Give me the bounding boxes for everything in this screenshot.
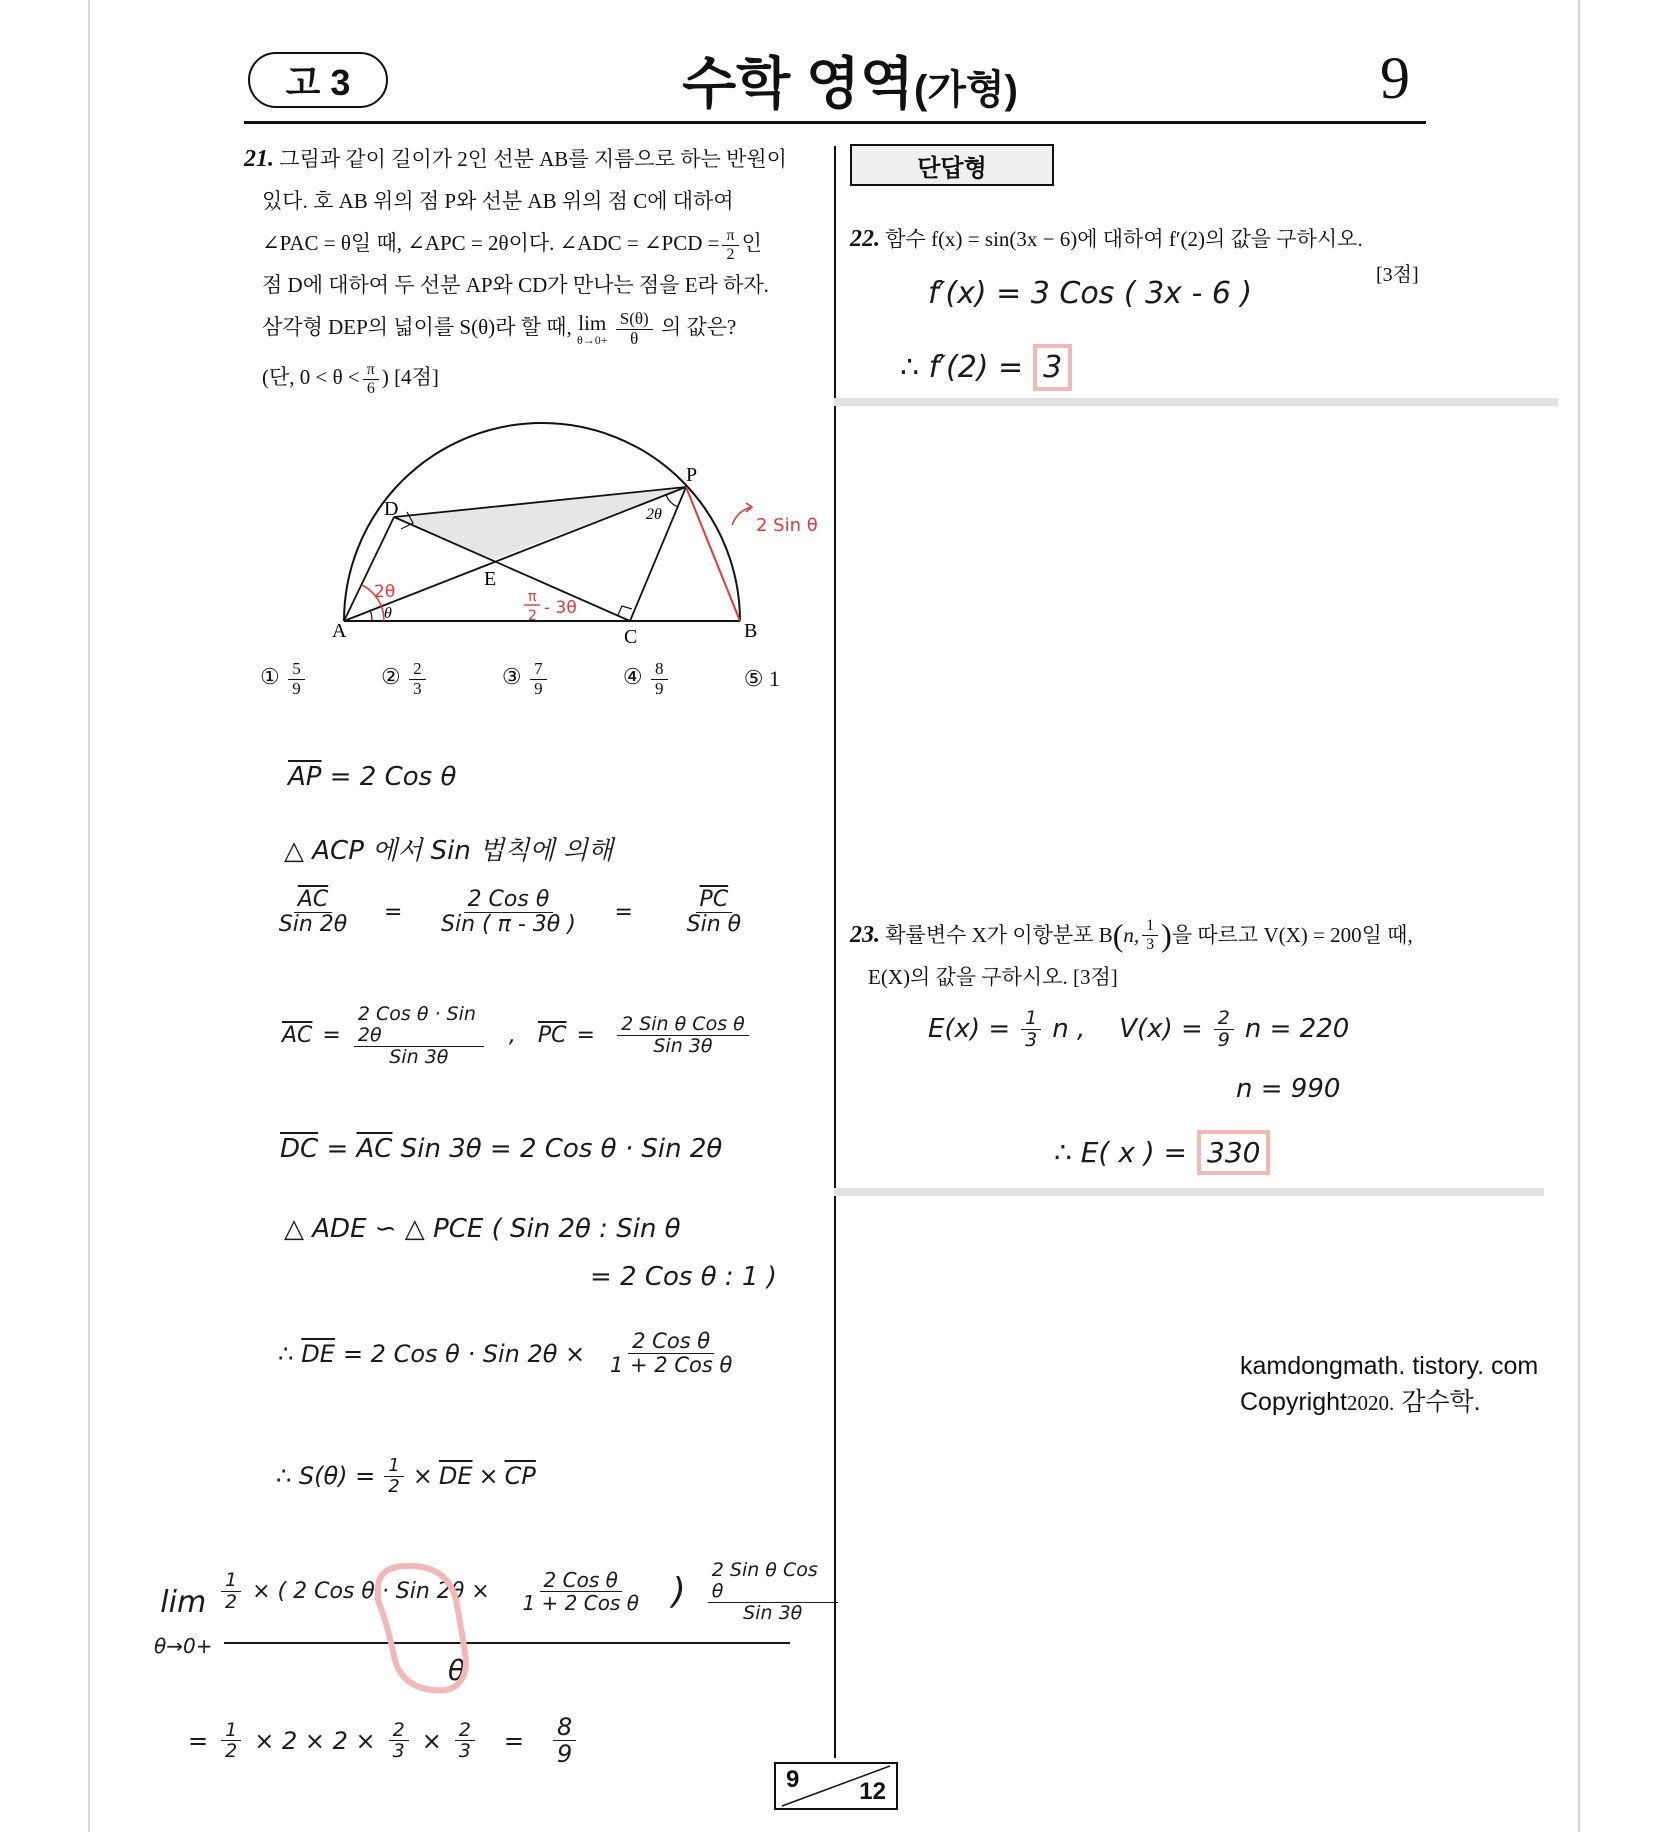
- sol21-big-half: [221, 1570, 241, 1613]
- title-suffix: (가형): [914, 68, 1018, 112]
- q22-number: 22.: [850, 226, 880, 252]
- sol21-l4-frac2: [608, 1014, 758, 1057]
- sol21-l7-de: $\overline{DE}$: [301, 1339, 335, 1368]
- q21-pi-half: [722, 227, 738, 263]
- page-number: 9: [1380, 45, 1410, 111]
- sol21-l3-sin2: Sin 2θ: [278, 912, 348, 938]
- choice-4-frac: [651, 660, 668, 698]
- watermark-author: 감수학.: [1401, 1388, 1481, 1416]
- sol21-line5: [280, 1134, 722, 1164]
- sol21-big-frac-den: 1 + 2 Cos θ: [522, 1591, 639, 1616]
- q23-text-b: 을 따르고 V(X) = 200일 때,: [1171, 923, 1413, 947]
- sol21-line7: [278, 1330, 749, 1377]
- choice-3-mark: ③: [501, 664, 522, 690]
- q21-lim-frac: [616, 310, 653, 348]
- q23-den: 3: [1146, 935, 1155, 953]
- grade-badge: 고 3: [248, 52, 388, 108]
- red-side-label: 2 Sin θ: [756, 515, 818, 536]
- q23-sol-e: E(x) =: [928, 1014, 1011, 1045]
- choice-1-frac: [288, 660, 305, 698]
- q22-sol2-text: ∴ f′(2) =: [900, 350, 1024, 385]
- choice-5-value: 1: [768, 666, 780, 692]
- choice-4-mark: ④: [622, 664, 643, 690]
- sol21-l3-eq2: =: [614, 900, 633, 926]
- sol21-line6: △ ADE ∽ △ PCE ( Sin 2θ : Sin θ: [284, 1214, 681, 1244]
- q23-paren-close: ): [1161, 917, 1172, 953]
- sol21-l8-cp: $\overline{CP}$: [504, 1462, 536, 1491]
- sol21-final-half-den: 2: [225, 1740, 238, 1763]
- q21-points: [4점]: [394, 365, 439, 390]
- q21-line5: [244, 306, 810, 348]
- page-current: 9: [786, 1766, 800, 1793]
- sol21-big-denominator: θ: [448, 1654, 466, 1687]
- q23-answer-box: 330: [1197, 1130, 1270, 1175]
- sol21-l5-rest1: =: [326, 1134, 349, 1164]
- q23-sol3: [1054, 1130, 1270, 1175]
- title-main: 수학 영역: [682, 52, 915, 115]
- q22-answer-box: 3: [1033, 344, 1072, 391]
- sol21-l8-half-den: 2: [388, 1475, 400, 1497]
- choice-1-mark: ①: [260, 664, 280, 690]
- label-a: A: [332, 620, 347, 642]
- red-angle-rest: - 3θ: [544, 598, 577, 618]
- q22-text: [850, 218, 1430, 260]
- sol21-l4-ac: $\overline{AC}$: [282, 1023, 313, 1049]
- sol21-l3-sin: Sin θ: [686, 912, 742, 938]
- sol21-l1b: = 2 Cos θ: [329, 762, 457, 792]
- sol21-l7-num: 2 Cos θ: [628, 1330, 714, 1354]
- q21-choices: [260, 660, 780, 698]
- q21-two: 2: [726, 245, 735, 263]
- q23-sol2: n = 990: [1236, 1074, 1341, 1104]
- watermark-year: 2020.: [1347, 1391, 1395, 1415]
- sol21-l7-frac: [596, 1330, 746, 1377]
- q21-lim-sub: θ→0+: [577, 332, 608, 347]
- sol21-l3-ac: $\overline{AC}$: [294, 888, 332, 913]
- sol21-l4-comma: ,: [508, 1023, 516, 1049]
- q21-line2: 있다. 호 AB 위의 점 P와 선분 AB 위의 점 C에 대하여: [262, 189, 734, 213]
- q23-sol-v-rest: n = 220: [1244, 1014, 1350, 1045]
- red-2theta-label: 2θ: [374, 582, 396, 602]
- sol21-l4-pc: $\overline{PC}$: [537, 1023, 567, 1049]
- sol21-line3: [270, 888, 767, 937]
- sol21-l3-pc: $\overline{PC}$: [696, 888, 733, 913]
- q23-sol-v-num: 2: [1214, 1008, 1234, 1030]
- q21-cond-a: (단, 0 < θ <: [262, 365, 360, 390]
- page-counter: [774, 1762, 898, 1810]
- sol21-lim-sub: θ→0+: [154, 1634, 213, 1658]
- choice-3-den: 9: [534, 678, 543, 698]
- q22-points: [3점]: [1376, 264, 1419, 286]
- red-pi-label: π: [528, 589, 537, 605]
- choice-4[interactable]: [623, 660, 671, 698]
- sol21-big-right: [708, 1560, 838, 1624]
- sol21-l4-den2: Sin 3θ: [653, 1035, 713, 1058]
- q22-sol2: [900, 344, 1072, 391]
- page-right-edge: [1578, 0, 1580, 1832]
- angle-arc-p: [666, 495, 678, 507]
- q21-cond-b: ): [381, 365, 389, 390]
- q23-sol-e-den: 3: [1025, 1028, 1038, 1051]
- q21-number: 21.: [244, 146, 274, 172]
- label-c: C: [624, 626, 638, 648]
- sol21-big-right-den: Sin 3θ: [743, 1601, 803, 1624]
- sol21-l8-de: $\overline{DE}$: [438, 1462, 473, 1491]
- page-title: [600, 40, 1100, 120]
- short-answer-tag: 단답형: [850, 144, 1054, 186]
- sol21-big-frac: [501, 1569, 661, 1614]
- q23-sol-final: ∴ E( x ) =: [1054, 1136, 1187, 1169]
- choice-4-den: 9: [655, 678, 664, 698]
- label-p: P: [686, 464, 698, 486]
- choice-1-num: 5: [288, 660, 305, 680]
- choice-3[interactable]: [502, 660, 550, 698]
- q21-text: [244, 138, 810, 398]
- sol21-l4-den: Sin 3θ: [389, 1045, 449, 1068]
- header-rule: [244, 121, 1426, 124]
- q23-divider: [834, 1188, 1544, 1196]
- sol21-final-f1-den: 3: [392, 1740, 405, 1763]
- angle-arc-a: [370, 610, 372, 621]
- choice-2-mark: ②: [380, 664, 401, 690]
- q21-line3: [244, 222, 810, 264]
- segment-pb: [686, 487, 740, 621]
- sol21-final-half: [221, 1720, 241, 1763]
- right-angle-c: [618, 606, 632, 615]
- sol21-l4-num2: 2 Sin θ Cos θ: [617, 1014, 749, 1036]
- sol21-l4-frac: [354, 1004, 484, 1068]
- label-e: E: [484, 568, 497, 590]
- angle-2theta-label: 2θ: [646, 506, 662, 523]
- sol21-l5-ac: $\overline{AC}$: [356, 1134, 393, 1164]
- sol21-l4-eq: =: [322, 1023, 341, 1049]
- q21-figure: [300, 415, 820, 655]
- q21-line1: [244, 138, 810, 180]
- sol21-l8a: ∴ S(θ) =: [276, 1462, 376, 1491]
- sol21-l4-eq2: =: [576, 1023, 595, 1049]
- choice-1[interactable]: [260, 660, 308, 698]
- q23-sol-e-frac: [1021, 1008, 1041, 1051]
- sol21-frac-mid: [433, 888, 583, 937]
- circle-highlight: [370, 1560, 496, 1700]
- sol21-l3-eq: =: [384, 900, 403, 926]
- sol21-final-b: × 2 × 2 ×: [254, 1726, 376, 1755]
- sol21-final-c: ×: [421, 1726, 442, 1755]
- choice-2[interactable]: [381, 660, 429, 698]
- sol21-l8-half-num: 1: [384, 1456, 403, 1477]
- label-d: D: [384, 498, 399, 520]
- page-total: 12: [859, 1778, 886, 1805]
- q23-sol1: [928, 1008, 1349, 1051]
- sol21-l7-den: 1 + 2 Cos θ: [609, 1353, 733, 1378]
- q21-condition: [244, 356, 810, 398]
- q21-line3b: 인: [741, 231, 762, 255]
- sol21-lim: [154, 1585, 213, 1658]
- sol21-l8-half: [384, 1456, 403, 1497]
- sol21-big-frac-num: 2 Cos θ: [540, 1569, 622, 1592]
- sol21-line6b: = 2 Cos θ : 1 ): [590, 1262, 777, 1292]
- watermark-line2: [1240, 1384, 1538, 1421]
- sol21-final-f2: [455, 1720, 475, 1763]
- choice-5-mark: ⑤: [743, 666, 764, 692]
- q23-number: 23.: [850, 922, 880, 948]
- choice-1-den: 9: [292, 678, 301, 698]
- choice-3-frac: [530, 660, 547, 698]
- choice-2-frac: [409, 660, 426, 698]
- red-two-label: 2: [528, 608, 537, 624]
- q21-line5b: 의 값은?: [660, 315, 737, 339]
- column-divider: [834, 146, 836, 1758]
- q23-sol-e-n: n ,: [1052, 1014, 1086, 1045]
- q22-text-body: 함수 f(x) = sin(3x − 6)에 대하여 f′(2)의 값을 구하시오.: [885, 227, 1363, 251]
- sol21-line1: [288, 762, 456, 792]
- q23-text-n: n,: [1123, 923, 1140, 947]
- q23-sol-v: V(x) =: [1119, 1014, 1203, 1045]
- sol21-final-f1: [389, 1720, 409, 1763]
- sol21-l4-num: 2 Cos θ · Sin 2θ: [354, 1004, 484, 1047]
- sol21-lim-word: lim: [160, 1585, 207, 1620]
- sol21-final: [188, 1714, 579, 1768]
- choice-5[interactable]: [744, 666, 780, 692]
- sol21-final-half-num: 1: [221, 1720, 241, 1742]
- page-left-edge: [88, 0, 90, 1832]
- sol21-big-close: ): [671, 1571, 686, 1613]
- choice-3-num: 7: [530, 660, 547, 680]
- q23-num: 1: [1142, 917, 1158, 936]
- sol21-l8c: ×: [478, 1462, 499, 1491]
- watermark-copyright: Copyright: [1240, 1388, 1347, 1416]
- sol21-l3-den2: Sin ( π - 3θ ): [441, 912, 576, 938]
- q23-text-a: 확률변수 X가 이항분포 B: [885, 923, 1113, 947]
- watermark: [1240, 1348, 1538, 1421]
- choice-2-num: 2: [409, 660, 426, 680]
- sol21-line4: [282, 1004, 761, 1068]
- q21-pi: π: [722, 227, 738, 246]
- q22-divider: [834, 398, 1558, 406]
- q23-line1: [850, 914, 1450, 956]
- watermark-line1: kamdongmath. tistory. com: [1240, 1352, 1539, 1380]
- q23-paren-open: (: [1112, 917, 1124, 953]
- q23-sol-e-num: 1: [1021, 1008, 1041, 1030]
- sol21-final-f1-num: 2: [389, 1720, 409, 1742]
- q21-line5a: 삼각형 DEP의 넓이를 S(θ)라 할 때,: [262, 315, 572, 339]
- sol21-final-ans-den: 9: [557, 1740, 573, 1769]
- sol21-frac-pc: [664, 888, 764, 937]
- angle-theta-label: θ: [384, 605, 392, 622]
- sol21-final-f2-num: 2: [455, 1720, 475, 1742]
- q21-line4: 점 D에 대하여 두 선분 AP와 CD가 만나는 점을 E라 하자.: [262, 273, 769, 297]
- q21-pi-sixth: [363, 361, 379, 397]
- q21-lim-word: lim: [578, 310, 607, 335]
- sol21-line2: △ ACP 에서 Sin 법칙에 의해: [284, 836, 613, 866]
- q23-frac: [1142, 917, 1158, 953]
- triangle-dep: [394, 487, 686, 561]
- q21-line1-text: 그림과 같이 길이가 2인 선분 AB를 지름으로 하는 반원이: [279, 147, 787, 171]
- sol21-ap: $\overline{AP}$: [288, 762, 322, 792]
- sol21-l5-rest2: Sin 3θ = 2 Cos θ · Sin 2θ: [400, 1134, 723, 1164]
- choice-2-den: 3: [413, 678, 422, 698]
- choice-4-num: 8: [651, 660, 668, 680]
- sol21-big-half-num: 1: [221, 1570, 241, 1592]
- q21-cond-pi: π: [363, 361, 379, 380]
- q23-text: [850, 914, 1450, 998]
- q22-sol1: f′(x) = 3 Cos ( 3x - 6 ): [928, 276, 1253, 311]
- sol21-l5-dc: $\overline{DC}$: [280, 1134, 319, 1164]
- q21-cond-six: 6: [366, 380, 375, 398]
- sol21-line8: [276, 1456, 536, 1497]
- sol21-l7a: ∴: [278, 1339, 294, 1368]
- sol21-l8b: ×: [412, 1462, 433, 1491]
- sol21-big-right-num: 2 Sin θ Cos θ: [708, 1560, 838, 1603]
- q23-sol-v-frac: [1214, 1008, 1234, 1051]
- q21-lim: [577, 310, 608, 347]
- sol21-big-numerator: [218, 1560, 841, 1624]
- sol21-final-d: =: [503, 1726, 524, 1755]
- q21-lim-den: θ: [630, 328, 639, 348]
- label-b: B: [744, 620, 758, 642]
- sol21-final-ans: [553, 1714, 576, 1768]
- q21-line3a: ∠PAC = θ일 때, ∠APC = 2θ이다. ∠ADC = ∠PCD =: [262, 231, 720, 255]
- q21-lim-num: S(θ): [616, 310, 653, 330]
- sol21-big-frac-bar: [224, 1642, 790, 1644]
- sol21-final-a: =: [188, 1726, 209, 1755]
- sol21-l7b: = 2 Cos θ · Sin 2θ ×: [342, 1339, 586, 1368]
- sol21-big-half-den: 2: [225, 1591, 238, 1614]
- q23-sol-v-den: 9: [1217, 1028, 1230, 1051]
- sol21-final-ans-num: 8: [553, 1714, 576, 1741]
- sol21-final-f2-den: 3: [458, 1740, 471, 1763]
- q23-line2: E(X)의 값을 구하시오. [3점]: [868, 965, 1118, 989]
- sol21-frac-ac: [273, 888, 353, 937]
- sol21-l3-num2: 2 Cos θ: [464, 888, 554, 913]
- sol21-big-mid: × ( 2 Cos θ · Sin 2θ ×: [252, 1579, 490, 1605]
